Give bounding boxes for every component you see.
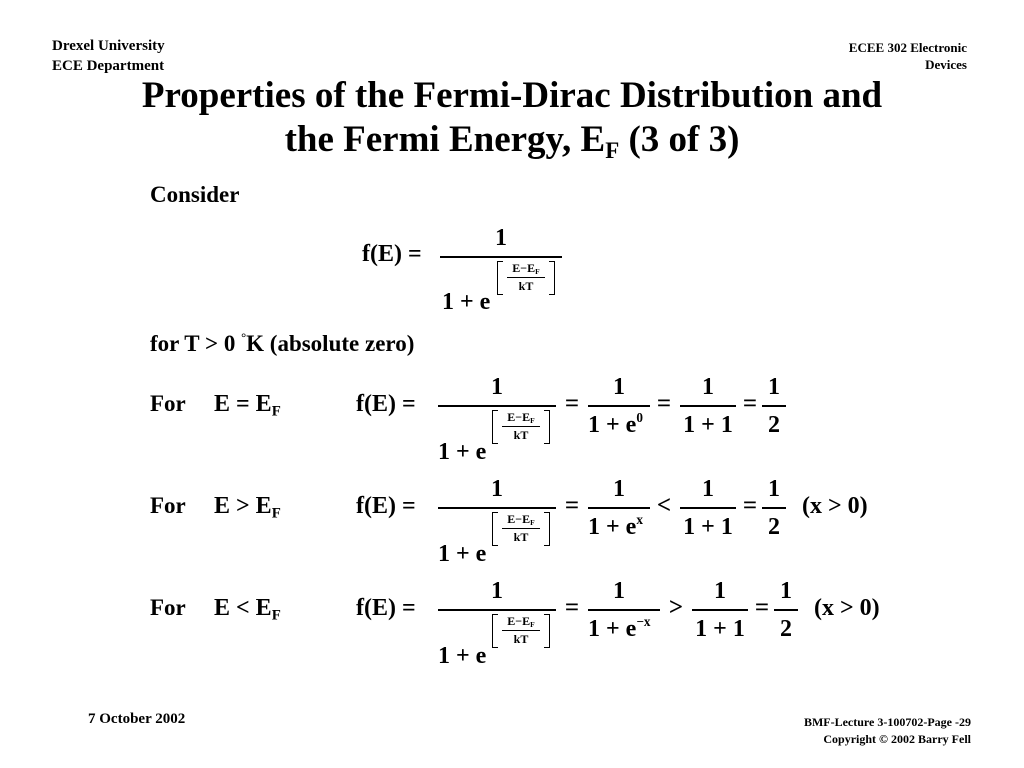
org-line-2: ECE Department [52,58,165,74]
footer-copyright: Copyright © 2002 Barry Fell [823,732,971,746]
case-op-2: < [656,492,672,519]
case-op-3: = [754,594,770,621]
case-frac3-denominator: 1 + 1 [683,514,733,540]
case-op-2: > [668,594,684,621]
page-title [0,74,1024,162]
case-fraction-bar [438,609,556,611]
case-exp-numerator-main: E−E [507,410,531,424]
case-frac3-denominator: 1 + 1 [695,616,745,642]
case-frac4-denominator: 2 [768,514,780,540]
def-exp-fraction-bar [507,277,545,278]
case-frac2-numerator: 1 [613,374,625,400]
case-tail: (x > 0) [814,595,880,621]
case-lhs: f(E) = [356,493,416,519]
case-lhs: f(E) = [356,595,416,621]
case-exp-fraction-bar [502,630,540,631]
case-denominator-base: 1 + e [438,541,487,567]
case-numerator: 1 [491,374,503,400]
case-tail: (x > 0) [802,493,868,519]
case-exponent [492,614,550,648]
case-exp-denominator: kT [513,530,529,544]
case-relation-sub: F [271,403,281,420]
case-frac4-bar [762,507,786,509]
case-frac2-bar [588,405,650,407]
case-frac4-denominator: 2 [768,412,780,438]
case-frac3-bar [680,507,736,509]
case-frac4-bar [762,405,786,407]
case-fraction-bar [438,405,556,407]
title-line-1: Properties of the Fermi-Dirac Distribution and [141,75,883,116]
case-numerator: 1 [491,578,503,604]
case-frac2-denominator [588,513,643,541]
title-line-2-tail: (3 of 3) [619,119,740,160]
consider-label: Consider [150,182,240,207]
case-relation [214,594,281,622]
degree-symbol: ° [241,330,247,345]
condition-suffix: K (absolute zero) [246,331,415,356]
def-exponent [497,261,555,295]
def-exp-right-bracket [549,261,555,295]
case-relation-sub: F [271,607,281,624]
case-frac3-numerator: 1 [702,374,714,400]
case-frac3-denominator: 1 + 1 [683,412,733,438]
course-name [849,39,967,73]
case-fraction-bar [438,507,556,509]
case-exp-numerator-sub: F [530,518,535,528]
case-exp-fraction-bar [502,426,540,427]
case-exp-numerator-sub: F [530,416,535,426]
def-exp-denominator: kT [518,279,534,293]
case-denominator-base: 1 + e [438,439,487,465]
title-line-2-main: the Fermi Energy, E [284,119,606,160]
case-op-3: = [742,390,758,417]
case-exp-denominator: kT [513,428,529,442]
case-exp-numerator [492,614,550,628]
case-exp-right-bracket [544,410,550,444]
case-exp-numerator [492,410,550,424]
case-frac2-den-sup: x [636,512,643,528]
case-frac4-denominator: 2 [780,616,792,642]
footer-info [804,714,971,748]
def-fraction-bar [440,256,562,258]
case-frac2-den-base: 1 + e [588,412,637,438]
case-frac2-numerator: 1 [613,476,625,502]
case-exp-right-bracket [544,614,550,648]
case-frac2-denominator [588,615,650,643]
case-exp-numerator-main: E−E [507,512,531,526]
case-frac4-numerator: 1 [780,578,792,604]
case-frac2-bar [588,507,650,509]
condition-prefix: for T > 0 [150,331,236,356]
case-relation-main: E > E [214,493,272,519]
case-denominator-base: 1 + e [438,643,487,669]
case-frac4-bar [774,609,798,611]
case-for-label: For [150,595,186,620]
def-denominator-base: 1 + e [442,289,491,315]
case-op-3: = [742,492,758,519]
case-relation-main: E < E [214,595,272,621]
case-op-1: = [564,594,580,621]
case-exponent [492,512,550,546]
def-exp-numerator: $E-E_F$ [512,261,540,277]
case-frac2-bar [588,609,660,611]
case-frac3-numerator: 1 [714,578,726,604]
case-op-2: = [656,390,672,417]
case-frac2-den-base: 1 + e [588,514,637,540]
title-line-2 [0,118,1024,162]
case-exp-fraction-bar [502,528,540,529]
case-frac2-numerator: 1 [613,578,625,604]
case-exp-numerator [492,512,550,526]
footer-page-ref: BMF-Lecture 3-100702-Page -29 [803,715,971,729]
footer-date: 7 October 2002 [88,711,186,727]
def-lhs: f(E) = [362,241,422,267]
case-relation [214,492,281,520]
case-frac2-den-sup: −x [636,614,651,630]
course-line-2: Devices [925,57,967,72]
case-exp-denominator: kT [513,632,529,646]
condition-line [150,330,414,358]
org-name [52,36,165,76]
title-subscript: F [605,137,620,163]
org-line-1: Drexel University [52,38,165,54]
case-frac3-bar [680,405,736,407]
case-op-1: = [564,390,580,417]
case-lhs: f(E) = [356,391,416,417]
course-line-1: ECEE 302 Electronic [848,40,967,55]
case-frac4-numerator: 1 [768,374,780,400]
case-frac2-den-sup: 0 [636,410,643,426]
case-frac2-denominator [588,411,643,439]
case-op-1: = [564,492,580,519]
case-relation-main: E = E [214,391,272,417]
case-exp-numerator-main: E−E [507,614,531,628]
case-exponent [492,410,550,444]
case-relation [214,390,281,418]
case-relation-sub: F [271,505,281,522]
def-numerator: 1 [495,225,507,251]
case-for-label: For [150,391,186,416]
case-frac3-bar [692,609,748,611]
case-for-label: For [150,493,186,518]
case-frac4-numerator: 1 [768,476,780,502]
case-numerator: 1 [491,476,503,502]
case-exp-right-bracket [544,512,550,546]
case-frac2-den-base: 1 + e [588,616,637,642]
case-exp-numerator-sub: F [530,620,535,630]
case-frac3-numerator: 1 [702,476,714,502]
